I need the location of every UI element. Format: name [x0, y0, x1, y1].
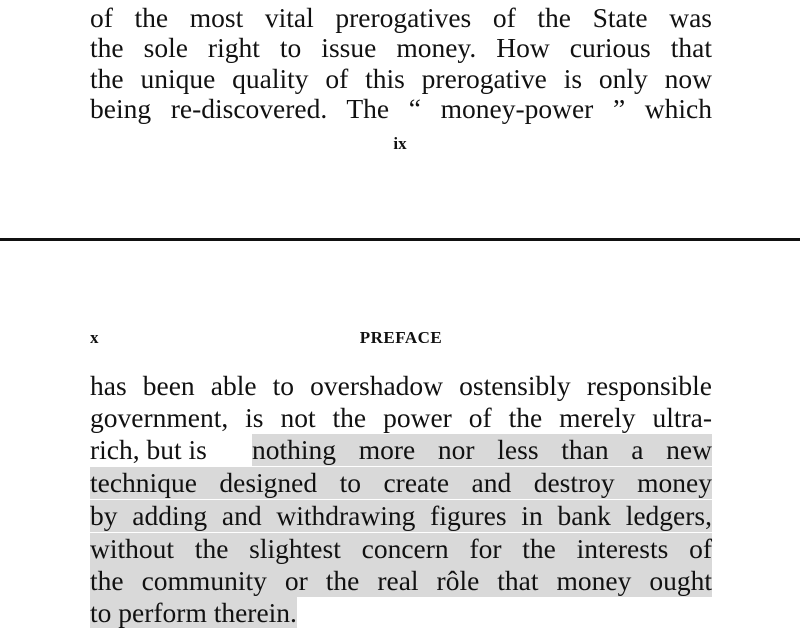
- page-divider: [0, 238, 800, 241]
- text-line: the unique quality of this prerogative is only now: [90, 63, 712, 94]
- text-line: has been able to overshadow ostensibly responsible: [90, 370, 712, 401]
- text-line: being re-discovered. The “ money-power ” which: [90, 93, 712, 124]
- text-line: of the most vital prerogatives of the State was: [90, 2, 712, 33]
- highlighted-text: technique designed to create and destroy money: [90, 467, 712, 498]
- running-head-title: PREFACE: [359, 328, 443, 347]
- text-line: [90, 434, 712, 466]
- text-segment: rich, but is: [90, 434, 207, 465]
- highlighted-text: to perform therein.: [90, 597, 297, 628]
- highlighted-text: nothing more nor less than a new: [252, 434, 712, 465]
- running-header: [90, 328, 712, 352]
- page-number: x: [90, 328, 99, 347]
- highlighted-text: by adding and withdrawing figures in bank ledgers,: [90, 500, 712, 531]
- highlighted-text: without the slightest concern for the interests of: [90, 533, 712, 564]
- highlighted-text: the community or the real rôle that money ought: [90, 565, 712, 596]
- text-line: government, is not the power of the merely ultra-: [90, 402, 712, 433]
- page-number: ix: [393, 134, 407, 153]
- text-line: the sole right to issue money. How curious that: [90, 32, 712, 63]
- text-line: [90, 597, 712, 629]
